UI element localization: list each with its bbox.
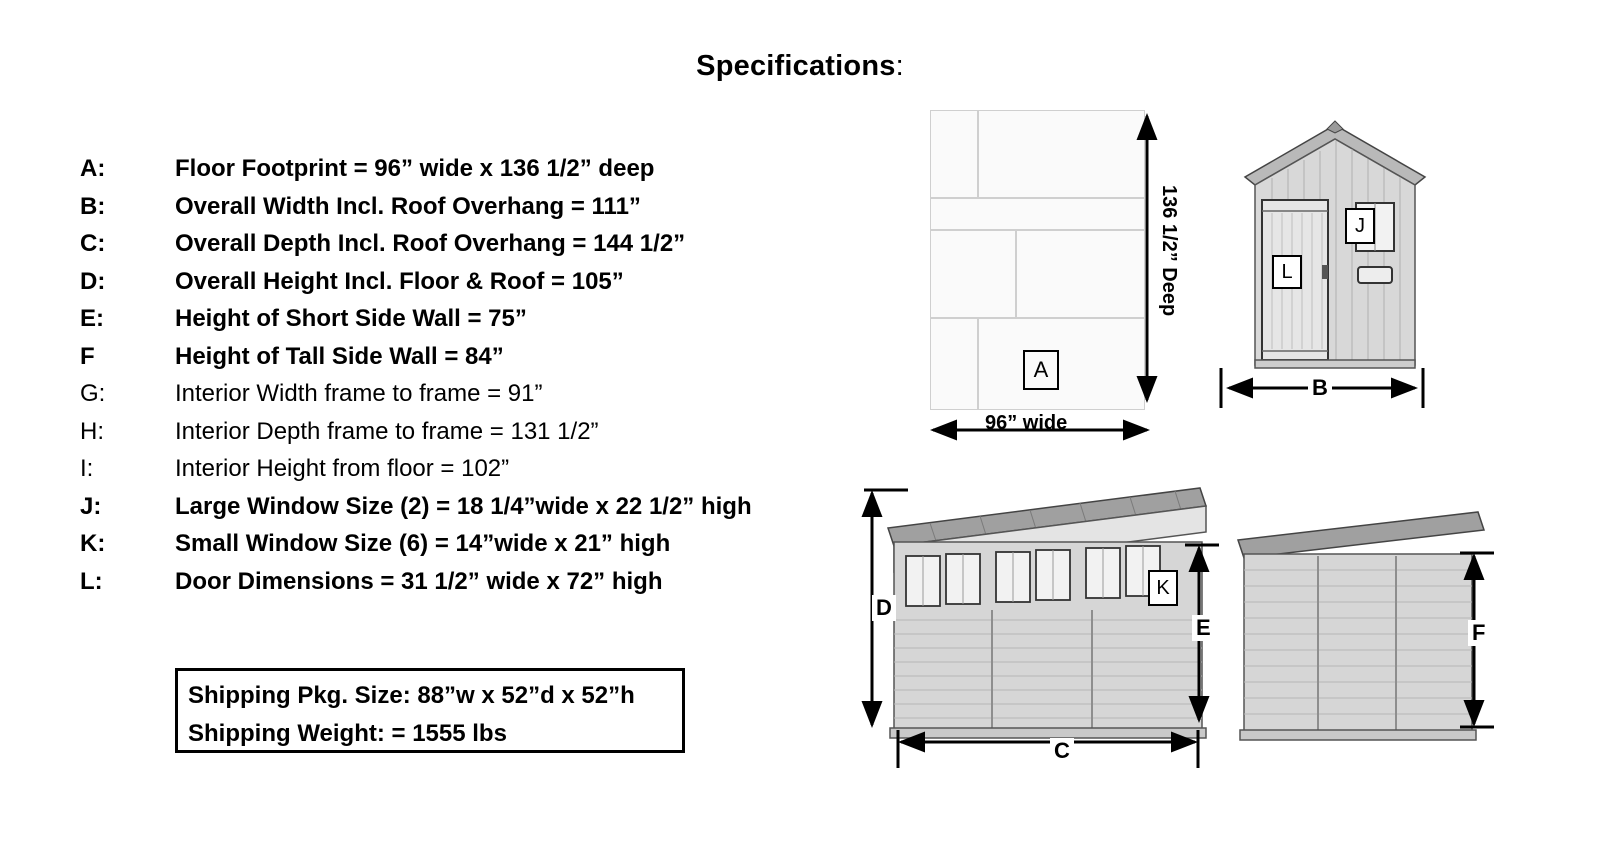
spec-text: Overall Height Incl. Floor & Roof = 105” [175,267,624,295]
spec-text: Interior Height from floor = 102” [175,455,510,482]
dimension-label-c: C [1050,738,1074,764]
spec-row [80,230,850,268]
spec-key: L: [80,567,103,595]
back-base [1240,730,1476,740]
callout-k: K [1148,570,1178,606]
spec-row [80,455,850,493]
plan-depth-text: 136 1/2” Deep [1158,185,1180,317]
spec-key: F [80,342,95,370]
spec-key: B: [80,192,106,220]
spec-row [80,418,850,456]
plan-panel [930,198,1145,230]
spec-text: Overall Width Incl. Roof Overhang = 111” [175,192,641,220]
specifications-list [80,155,850,605]
plan-width-label: 96” wide [985,412,1068,434]
shipping-package-size: Shipping Pkg. Size: 88”w x 52”d x 52”h [188,682,635,709]
spec-key: A: [80,155,106,182]
spec-key: H: [80,417,104,445]
spec-text: Small Window Size (6) = 14”wide x 21” high [175,530,671,557]
vent-shape [1358,267,1392,283]
spec-row [80,568,850,606]
dimension-label-e: E [1192,615,1215,641]
callout-l-text: L [1281,260,1293,283]
spec-text: Overall Depth Incl. Roof Overhang = 144 1/2” [175,230,686,257]
dimension-label-d: D [872,595,896,621]
callout-a: A [1023,350,1059,390]
shipping-weight: Shipping Weight: = 1555 lbs [188,720,507,747]
spec-row [80,193,850,231]
spec-text: Interior Width frame to frame = 91” [175,380,543,407]
page-title-colon: : [895,50,904,82]
spec-row [80,343,850,381]
spec-row [80,268,850,306]
spec-text: Interior Depth frame to frame = 131 1/2” [175,417,599,445]
page-title-text: Specifications [696,50,896,82]
roof-shape [1238,512,1484,558]
shipping-info-box [175,668,685,753]
spec-row [80,380,850,418]
door-handle [1322,265,1328,279]
spec-text: Large Window Size (2) = 18 1/4”wide x 22 1/2” high [175,492,752,520]
spec-text: Height of Tall Side Wall = 84” [175,342,504,370]
spec-key: K: [80,530,106,557]
callout-l [1272,255,1302,289]
spec-text: Height of Short Side Wall = 75” [175,305,527,332]
spec-key: C: [80,230,106,257]
spec-row [80,530,850,568]
plan-panel [978,318,1145,410]
spec-key: G: [80,380,106,407]
plan-panel [930,318,978,410]
spec-key: I: [80,455,94,482]
plan-panel [978,110,1145,198]
floor-plan-view [930,110,1145,410]
spec-key: E: [80,305,104,332]
page-title [0,50,1600,83]
spec-row [80,493,850,531]
back-elevation-view [1230,500,1490,780]
spec-text: Door Dimensions = 31 1/2” wide x 72” high [175,567,663,595]
spec-row [80,155,850,193]
plan-panel [1016,230,1145,318]
spec-key: J: [80,492,102,520]
front-elevation-drawing [1210,115,1460,375]
spec-text: Floor Footprint = 96” wide x 136 1/2” deep [175,155,655,182]
dimension-label-b: B [1308,375,1332,401]
spec-row [80,305,850,343]
plan-panel [930,110,978,198]
spec-key: D: [80,267,106,295]
back-wall [1244,554,1472,734]
back-elevation-drawing [1230,500,1490,760]
dimension-label-f: F [1468,620,1489,646]
callout-j: J [1345,208,1375,244]
side-elevation-drawing [870,480,1210,760]
plan-panel [930,230,1016,318]
